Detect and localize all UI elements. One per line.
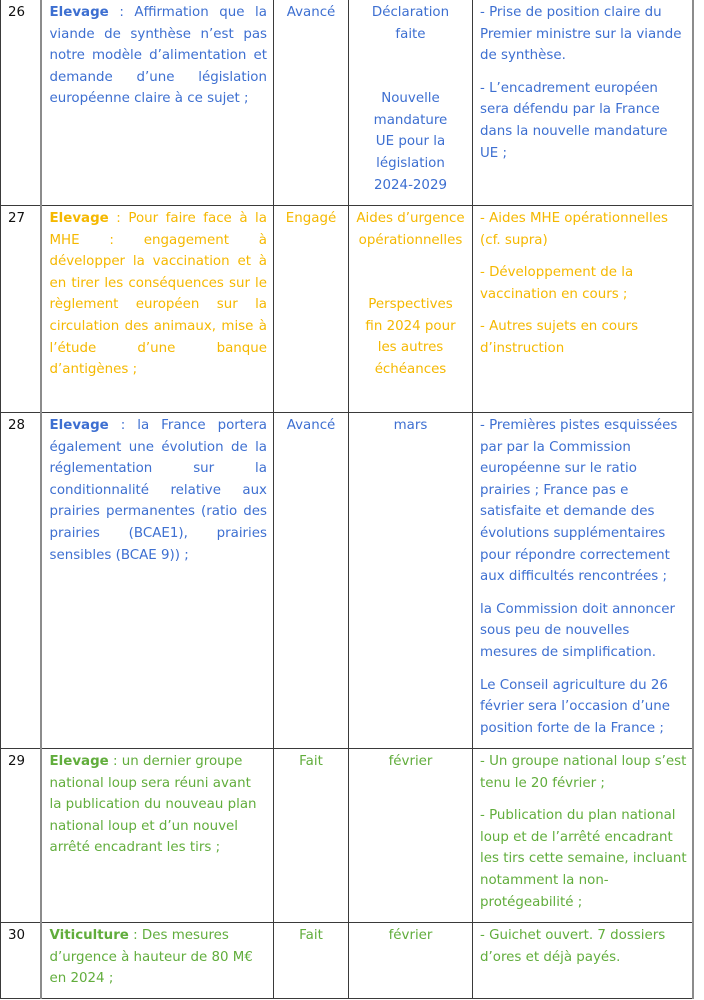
deadline-text: mars — [393, 418, 428, 433]
comments-cell — [473, 413, 693, 749]
category-label: Viticulture — [49, 928, 129, 943]
status-cell: Avancé — [274, 0, 349, 206]
comment-paragraph: - Guichet ouvert. 7 dossiers d’ores et déjà payés. — [480, 928, 666, 965]
measure-description — [41, 413, 274, 749]
deadline-text: février — [388, 754, 433, 769]
status-cell: Engagé — [274, 206, 349, 413]
deadline-cell — [349, 206, 473, 413]
deadline-cell — [349, 923, 473, 999]
comment-paragraph: la Commission doit annoncer sous peu de nouvelles mesures de simplification. — [480, 601, 676, 660]
deadline-text: Perspectives fin 2024 pour les autres échéances — [365, 297, 456, 377]
category-label: Elevage — [49, 754, 109, 769]
category-label: Elevage — [49, 418, 109, 433]
status-cell: Avancé — [274, 413, 349, 749]
deadline-cell — [349, 0, 473, 206]
category-separator: : — [108, 211, 129, 226]
table-row — [1, 0, 693, 206]
comment-paragraph: - Premières pistes esquissées par par la Commission européenne sur le ratio prairies ; France pas e satisfaite et demande des évolutions supplémentaires pour répondre correctement aux difficultés rencontrées ; — [480, 418, 678, 585]
table-row — [1, 923, 693, 999]
comments-cell — [473, 749, 693, 923]
measure-description — [41, 206, 274, 413]
deadline-spacer — [351, 251, 470, 294]
comment-paragraph: - Autres sujets en cours d’instruction — [480, 319, 639, 356]
category-separator: : — [108, 754, 122, 769]
comment-paragraph: - Aides MHE opérationnelles (cf. supra) — [480, 211, 668, 248]
description-text: la France portera également une évolution de la réglementation sur la conditionnalité relative aux prairies permanentes (ratio des prairies (BCAE1), prairies sensibles (BCAE 9)) ; — [49, 418, 267, 563]
row-number: 26 — [1, 0, 41, 206]
deadline-cell — [349, 749, 473, 923]
deadline-text: Déclaration faite — [371, 5, 450, 42]
description-text: Affirmation que la viande de synthèse n’est pas notre modèle d’alimentation et demande d’une législation européenne claire à ce sujet ; — [49, 5, 267, 107]
deadline-cell — [349, 413, 473, 749]
comment-paragraph: - Développement de la vaccination en cours ; — [480, 265, 634, 302]
category-separator: : — [108, 418, 138, 433]
row-number: 29 — [1, 749, 41, 923]
comment-paragraph: - Prise de position claire du Premier ministre sur la viande de synthèse. — [480, 5, 682, 64]
row-number: 28 — [1, 413, 41, 749]
table-row — [1, 749, 693, 923]
comments-cell — [473, 923, 693, 999]
description-text: Pour faire face à la MHE : engagement à développer la vaccination et à en tirer les conséquences sur le règlement européen sur la circulation des animaux, mise à l’étude d’une banque d’antigènes ; — [49, 211, 267, 378]
deadline-spacer — [351, 45, 470, 88]
category-separator: : — [108, 5, 135, 20]
row-number: 27 — [1, 206, 41, 413]
comment-paragraph: - L’encadrement européen sera défendu par la France dans la nouvelle mandature UE ; — [480, 80, 668, 161]
category-separator: : — [128, 928, 142, 943]
comment-paragraph: - Publication du plan national loup et de l’arrêté encadrant les tirs cette semaine, incluant notamment la non-protégeabilité ; — [480, 808, 687, 910]
row-number: 30 — [1, 923, 41, 999]
comments-cell — [473, 206, 693, 413]
table-row — [1, 206, 693, 413]
measure-description — [41, 749, 274, 923]
comments-cell — [473, 0, 693, 206]
description-text: Des mesures d’urgence à hauteur de 80 M€ en 2024 ; — [49, 928, 253, 987]
description-text: un dernier groupe national loup sera réuni avant la publication du nouveau plan national loup et d’un nouvel arrêté encadrant les tirs ; — [49, 754, 257, 856]
status-cell: Fait — [274, 749, 349, 923]
deadline-text: Aides d’urgence opérationnelles — [356, 211, 465, 248]
measure-description — [41, 923, 274, 999]
comment-paragraph: Le Conseil agriculture du 26 février sera l’occasion d’une position forte de la France ; — [480, 677, 670, 736]
deadline-text: Nouvelle mandature UE pour la législation 2024-2029 — [373, 91, 448, 193]
status-cell: Fait — [274, 923, 349, 999]
measure-description — [41, 0, 274, 206]
deadline-text: février — [388, 928, 433, 943]
category-label: Elevage — [49, 211, 109, 226]
category-label: Elevage — [49, 5, 109, 20]
table-row — [1, 413, 693, 749]
comment-paragraph: - Un groupe national loup s’est tenu le 20 février ; — [480, 754, 687, 791]
